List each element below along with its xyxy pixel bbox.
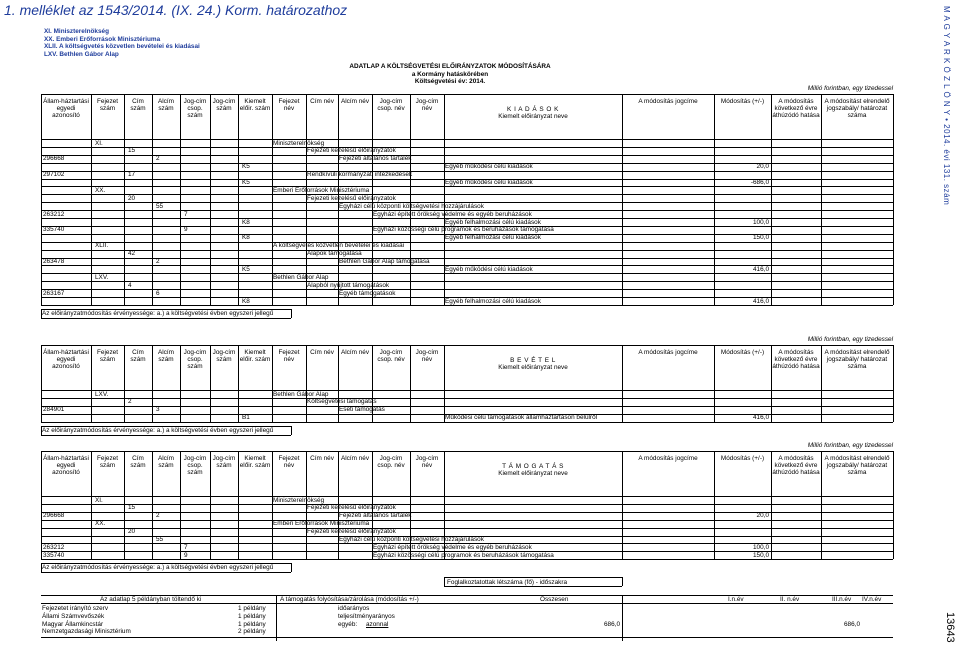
modification-value: 150,0 (753, 551, 769, 559)
recipient-copies: 1 példány (238, 620, 266, 628)
agency-line: XI. Miniszterelnökség (44, 28, 109, 35)
rule (41, 496, 893, 497)
rule (444, 94, 445, 305)
rule (410, 345, 411, 422)
code-cell-cim: 4 (128, 281, 132, 289)
unit-note: Millió forintban, egy tizedessel (807, 85, 893, 92)
rule (210, 345, 211, 422)
rule (444, 577, 445, 586)
rule (41, 281, 893, 282)
rule (180, 451, 181, 559)
code-cell-fej: LXV. (95, 390, 109, 398)
rule (338, 451, 339, 559)
rule (41, 435, 291, 436)
code-cell-alcim: 55 (156, 536, 164, 543)
header-modositas: Módosítás (+/-) (720, 455, 765, 462)
rule (152, 451, 153, 559)
rule (41, 422, 893, 423)
code-cell-alcim: 3 (156, 406, 160, 414)
rule (41, 504, 893, 505)
name-cell: Miniszterelnökség (273, 139, 325, 147)
header-cim: Cím szám (130, 98, 146, 112)
name-cell: Alapok támogatása (307, 250, 362, 258)
header-jcimnev: Jog-cím név (415, 349, 439, 363)
transfer-title: A támogatás folyósítása/zárolása (módosítás +/-) (280, 596, 419, 603)
header-jcimnev: Jog-cím név (415, 455, 439, 469)
rule (291, 426, 292, 435)
header-fejezet: Fejezet szám (97, 349, 118, 363)
rule (41, 318, 291, 319)
header-alcim: Alcím szám (158, 349, 174, 363)
rule (893, 94, 894, 305)
section-label: B E V É T E L (510, 357, 556, 364)
rule (210, 451, 211, 559)
total-label: Összesen (540, 596, 569, 603)
rule (41, 309, 42, 318)
rule (180, 345, 181, 422)
header-kiemelt-neve: Kiemelt előirányzat neve (498, 113, 568, 120)
recipient-name: Fejezetet irányító szerv (42, 605, 109, 612)
gazette-side-text: M A G Y A R K Ö Z L Ö N Y • 2014. évi 131. szám (942, 6, 951, 206)
code-cell-jcs: 7 (184, 210, 188, 218)
quarter-label: IV.n.év (862, 596, 882, 603)
unit-note: Millió forintban, egy tizedessel (807, 336, 893, 343)
rule (444, 345, 445, 422)
name-cell: Egyházi célú központi költségvetési hozzájárulások (339, 536, 484, 543)
modification-value: 20,0 (756, 512, 769, 520)
rule (306, 345, 307, 422)
rule (41, 520, 893, 521)
rule (410, 94, 411, 305)
rule (372, 345, 373, 422)
agency-line: XLII. A költségvetés közvetlen bevételei és kiadásai (44, 43, 200, 50)
rule (180, 94, 181, 305)
transfer-egyeb-value: azonnal (366, 621, 389, 628)
header-alcim: Alcím szám (158, 455, 174, 469)
header-jogcim: Jog-cím szám (212, 455, 236, 469)
header-kovetkezo: A módosítás következő évre áthúzódó hatása (772, 98, 820, 119)
name-cell: Alapból nyújtott támogatások (307, 281, 390, 289)
rule (41, 258, 893, 259)
rule (771, 94, 772, 305)
header-kovetkezo: A módosítás következő évre áthúzódó hatása (772, 349, 820, 370)
rule (152, 345, 153, 422)
header-cimnev: Cím név (310, 349, 334, 356)
page-number: 13643 (944, 612, 956, 643)
rule (272, 451, 273, 559)
rule (41, 94, 42, 305)
header-kiemelt: Kiemelt előir. szám (239, 455, 271, 469)
rule (444, 577, 622, 578)
name-cell: A költségvetés közvetlen bevételei és kiadásai (273, 242, 405, 250)
rule (41, 273, 893, 274)
name-cell: Miniszterelnökség (273, 496, 325, 504)
name-cell: Fejezeti kezelésű előirányzatok (307, 504, 396, 512)
code-cell-fej: XI. (95, 496, 103, 504)
azonosito-cell: 335740 (43, 226, 65, 234)
modification-value: 20,0 (756, 163, 769, 171)
name-cell: Rendkívüli kormányzati intézkedések (307, 171, 413, 179)
rule (41, 250, 893, 251)
rule (714, 451, 715, 559)
azonosito-cell: 263478 (43, 258, 65, 265)
form-title-line: Költségvetési év: 2014. (414, 78, 486, 85)
rule (238, 94, 239, 305)
rule (372, 94, 373, 305)
header-elrendelo: A módosítást elrendelő jogszabály/ határozat száma (824, 455, 890, 476)
header-cim: Cím szám (130, 349, 146, 363)
rule (306, 94, 307, 305)
modification-value: 100,0 (753, 218, 769, 226)
rule (338, 94, 339, 305)
rule (124, 94, 125, 305)
rule (41, 398, 893, 399)
header-kiemelt: Kiemelt előir. szám (239, 98, 271, 112)
name-cell: Egyházi közösségi célú programok és beruházások támogatása (373, 551, 554, 559)
code-cell-jcs: 7 (184, 543, 188, 551)
total-value: 686,0 (604, 621, 620, 628)
name-cell: Emberi Erőforrások Minisztériuma (273, 186, 370, 194)
azonosito-cell: 296668 (43, 155, 65, 163)
rule (444, 451, 445, 559)
code-cell-ki: K8 (242, 297, 250, 305)
kiemelt-name-cell: Egyéb működési célú kiadások (445, 179, 533, 186)
rule (41, 186, 893, 187)
code-cell-ki: K5 (242, 265, 250, 273)
rule (91, 94, 92, 305)
header-alcim: Alcím szám (158, 98, 174, 112)
q4-value: 686,0 (844, 621, 860, 628)
kiemelt-name-cell: Egyéb felhalmozási célú kiadások (445, 297, 541, 305)
header-kovetkezo: A módosítás következő évre áthúzódó hatása (772, 455, 820, 476)
rule (272, 345, 273, 422)
code-cell-fej: XX. (95, 186, 106, 194)
name-cell: Eseti támogatás (339, 406, 385, 414)
header-elrendelo: A módosítást elrendelő jogszabály/ határozat száma (824, 98, 890, 119)
code-cell-ki: K5 (242, 179, 250, 186)
header-cimnev: Cím név (310, 98, 334, 105)
rule (124, 451, 125, 559)
rule (41, 426, 42, 435)
unit-note: Millió forintban, egy tizedessel (807, 442, 893, 449)
rule (714, 94, 715, 305)
name-cell: Fejezeti általános tartalék (339, 512, 412, 520)
header-jcsopnev: Jog-cím csop. név (377, 455, 405, 469)
header-modositas: Módosítás (+/-) (720, 349, 765, 356)
code-cell-ki: B1 (242, 414, 250, 422)
agency-line: LXV. Bethlen Gábor Alap (44, 50, 119, 58)
validity-note: Az előirányzatmódosítás érvényessége: a.) a költségvetési évben egyszeri jellegű (42, 309, 274, 317)
rule (821, 94, 822, 305)
rule (41, 559, 893, 560)
rule (622, 94, 623, 305)
code-cell-jcs: 9 (184, 226, 188, 234)
header-fejezet: Fejezet szám (97, 455, 118, 469)
rule (771, 451, 772, 559)
rule (893, 345, 894, 422)
rule (41, 309, 291, 310)
rule (41, 345, 42, 422)
code-cell-alcim: 2 (156, 512, 160, 520)
header-kiemelt-neve: Kiemelt előirányzat neve (498, 364, 568, 371)
recipient-name: Magyar Államkincstár (42, 620, 104, 628)
rule (41, 194, 893, 195)
rule (152, 94, 153, 305)
header-fejnev: Fejezet név (278, 455, 300, 469)
name-cell: Fejezeti kezelésű előirányzatok (307, 528, 396, 536)
kiemelt-name-cell: Egyéb felhalmozási célú kiadások (445, 234, 541, 242)
code-cell-cim: 15 (128, 504, 136, 512)
rule (41, 637, 893, 638)
modification-value: 416,0 (753, 414, 769, 422)
rule (41, 171, 893, 172)
name-cell: Egyéb támogatások (339, 289, 396, 297)
rule (41, 603, 893, 604)
header-jogcime: A módosítás jogcíme (638, 98, 698, 105)
name-cell: Egyházi épített örökség védelme és egyéb beruházások (373, 543, 532, 551)
name-cell: Költségvetési támogatás (307, 398, 377, 406)
rule (91, 451, 92, 559)
azonosito-cell: 296668 (43, 512, 65, 520)
recipient-copies: 2 példány (238, 628, 266, 636)
rule (41, 390, 893, 391)
header-azonosito: Állam-háztartási egyedi azonosító (43, 349, 89, 370)
rule (771, 345, 772, 422)
rule (272, 94, 273, 305)
header-jogcim: Jog-cím szám (212, 349, 236, 363)
header-jogcime: A módosítás jogcíme (638, 349, 698, 356)
name-cell: Bethlen Gábor Alap (273, 273, 329, 281)
code-cell-jcs: 9 (184, 551, 188, 559)
transfer-row-label: egyéb: (338, 620, 358, 628)
rule (91, 345, 92, 422)
header-jogcim: Jog-cím szám (212, 98, 236, 112)
form-title-line: ADATLAP A KÖLTSÉGVETÉSI ELŐIRÁNYZATOK MÓDOSÍTÁSÁRA (349, 63, 551, 70)
document-title: 1. melléklet az 1543/2014. (IX. 24.) Korm. határozathoz (4, 2, 348, 18)
name-cell: Egyházi célú központi költségvetési hozzájárulások (339, 202, 484, 210)
rule (622, 595, 623, 641)
azonosito-cell: 297102 (43, 171, 65, 179)
quarter-label: II. n.év (780, 596, 800, 603)
section-label: K I A D Á S O K (507, 106, 559, 113)
rule (41, 139, 893, 140)
name-cell: Egyházi épített örökség védelme és egyéb beruházások (373, 210, 532, 218)
header-cimnev: Cím név (310, 455, 334, 462)
rule (276, 595, 277, 641)
modification-value: 416,0 (753, 265, 769, 273)
rule (41, 563, 291, 564)
code-cell-cim: 20 (128, 194, 136, 202)
section-label: T Á M O G A T Á S (502, 463, 564, 470)
code-cell-ki: K5 (242, 163, 250, 171)
code-cell-fej: XLII. (95, 242, 109, 250)
header-kiemelt: Kiemelt előir. szám (239, 349, 271, 363)
code-cell-ki: K8 (242, 234, 250, 242)
header-elrendelo: A módosítást elrendelő jogszabály/ határozat száma (824, 349, 890, 370)
code-cell-cim: 20 (128, 528, 136, 536)
rule (444, 586, 622, 587)
rule (41, 155, 893, 156)
header-jogcimcsop: Jog-cím csop. szám (183, 455, 207, 476)
code-cell-cim: 15 (128, 147, 136, 155)
transfer-row-label: teljesítményarányos (338, 612, 395, 620)
header-alcimnev: Alcím név (340, 98, 370, 105)
rule (291, 563, 292, 572)
header-fejezet: Fejezet szám (97, 98, 118, 112)
kiemelt-name-cell: Működési célú támogatások államháztartáson belülről (445, 414, 598, 422)
code-cell-alcim: 2 (156, 258, 160, 265)
rule (41, 563, 42, 572)
rule (338, 345, 339, 422)
header-alcimnev: Alcím név (340, 455, 370, 462)
kiemelt-name-cell: Egyéb felhalmozási célú kiadások (445, 218, 541, 226)
modification-value: 100,0 (753, 543, 769, 551)
code-cell-alcim: 55 (156, 202, 164, 210)
rule (714, 345, 715, 422)
rule (41, 528, 893, 529)
rule (41, 345, 893, 346)
name-cell: Bethlen Gábor Alap (273, 390, 329, 398)
name-cell: Bethlen Gábor Alap támogatása (339, 258, 430, 265)
form-title-line: a Kormány hatáskörében (411, 70, 489, 78)
header-kiemelt-neve: Kiemelt előirányzat neve (498, 470, 568, 477)
header-jogcimcsop: Jog-cím csop. szám (183, 98, 207, 119)
kiemelt-name-cell: Egyéb működési célú kiadások (445, 265, 533, 273)
rule (821, 345, 822, 422)
rule (372, 451, 373, 559)
recipient-copies: 1 példány (238, 612, 266, 620)
rule (306, 451, 307, 559)
transfer-row-label: időarányos (338, 605, 370, 612)
header-cim: Cím szám (130, 455, 146, 469)
rule (238, 345, 239, 422)
copies-title: Az adatlap 5 példányban töltendő ki (100, 596, 202, 603)
azonosito-cell: 263167 (43, 289, 65, 297)
agency-line: XX. Emberi Erőforrások Minisztériuma (44, 35, 161, 43)
rule (622, 451, 623, 559)
recipient-name: Állami Számvevőszék (42, 612, 105, 620)
rule (893, 451, 894, 559)
rule (238, 451, 239, 559)
recipient-name: Nemzetgazdasági Minisztérium (42, 628, 131, 636)
azonosito-cell: 263212 (43, 210, 65, 218)
validity-note: Az előirányzatmódosítás érvényessége: a.) a költségvetési évben egyszeri jellegű (42, 426, 274, 434)
code-cell-cim: 42 (128, 250, 136, 258)
rule (410, 451, 411, 559)
validity-note: Az előirányzatmódosítás érvényessége: a.) a költségvetési évben egyszeri jellegű (42, 564, 274, 572)
rule (210, 94, 211, 305)
rule (41, 147, 893, 148)
rule (41, 595, 893, 596)
code-cell-alcim: 6 (156, 289, 160, 297)
staff-note: Foglalkoztatottak létszáma (fő) - időszakra (447, 579, 568, 586)
header-jcimnev: Jog-cím név (415, 98, 439, 112)
code-cell-fej: XI. (95, 139, 103, 147)
name-cell: Emberi Erőforrások Minisztériuma (273, 520, 370, 528)
modification-value: 416,0 (753, 297, 769, 305)
rule (124, 345, 125, 422)
kiemelt-name-cell: Egyéb működési célú kiadások (445, 163, 533, 171)
rule (41, 572, 291, 573)
code-cell-fej: XX. (95, 520, 106, 528)
code-cell-alcim: 2 (156, 155, 160, 163)
header-azonosito: Állam-háztartási egyedi azonosító (43, 455, 89, 476)
header-fejnev: Fejezet név (278, 98, 300, 112)
azonosito-cell: 284901 (43, 406, 65, 414)
recipient-copies: 1 példány (238, 605, 266, 612)
quarter-label: III.n.év (832, 596, 852, 603)
rule (41, 451, 893, 452)
header-modositas: Módosítás (+/-) (720, 98, 765, 105)
rule (622, 577, 623, 586)
rule (41, 289, 893, 290)
header-jcsopnev: Jog-cím csop. név (377, 349, 405, 363)
name-cell: Fejezeti kezelésű előirányzatok (307, 194, 396, 202)
header-jcsopnev: Jog-cím csop. név (377, 98, 405, 112)
name-cell: Fejezeti általános tartalék (339, 155, 412, 163)
code-cell-cim: 2 (128, 398, 132, 406)
rule (41, 426, 291, 427)
rule (41, 94, 893, 95)
code-cell-fej: LXV. (95, 273, 109, 281)
rule (41, 406, 893, 407)
code-cell-ki: K8 (242, 218, 250, 226)
code-cell-cim: 17 (128, 171, 136, 179)
rule (821, 451, 822, 559)
azonosito-cell: 335740 (43, 551, 65, 559)
name-cell: Fejezeti kezelésű előirányzatok (307, 147, 396, 155)
modification-value: -686,0 (750, 179, 769, 186)
header-azonosito: Állam-háztartási egyedi azonosító (43, 98, 89, 119)
rule (41, 305, 893, 306)
header-jogcime: A módosítás jogcíme (638, 455, 698, 462)
header-alcimnev: Alcím név (340, 349, 370, 356)
header-jogcimcsop: Jog-cím csop. szám (183, 349, 207, 370)
rule (41, 451, 42, 559)
modification-value: 150,0 (753, 234, 769, 242)
rule (41, 242, 893, 243)
rule (622, 345, 623, 422)
rule (291, 309, 292, 318)
name-cell: Egyházi közösségi célú programok és beruházások támogatása (373, 226, 554, 234)
azonosito-cell: 263212 (43, 543, 65, 551)
quarter-label: I.n.év (728, 596, 744, 603)
header-fejnev: Fejezet név (278, 349, 300, 363)
